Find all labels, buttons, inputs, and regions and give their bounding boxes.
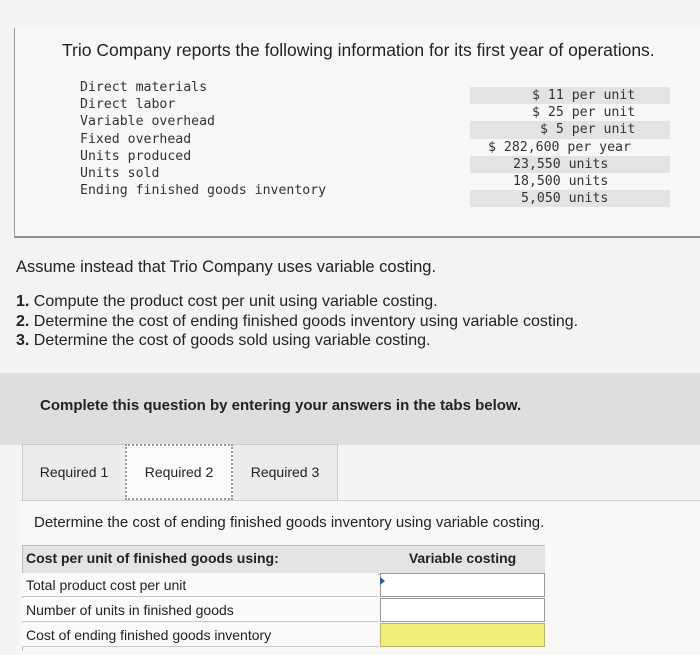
problem-labels bbox=[80, 79, 326, 199]
tab-required-1[interactable]: Required 1 bbox=[39, 464, 109, 480]
step-number: 1. bbox=[16, 293, 30, 310]
value-units-sold: 18,500 units bbox=[513, 173, 609, 189]
step-item bbox=[16, 292, 578, 312]
label-units-sold: Units sold bbox=[80, 166, 160, 182]
step-text: Compute the product cost per unit using variable costing. bbox=[33, 293, 438, 310]
step-text: Determine the cost of ending finished goods inventory using variable costing. bbox=[33, 312, 579, 330]
problem-title: Trio Company reports the following information for its first year of operations. bbox=[62, 40, 655, 60]
value-ending-inventory: 5,050 units bbox=[521, 191, 609, 207]
complete-instruction: Complete this question by entering your answers in the tabs below. bbox=[40, 397, 522, 414]
value-row bbox=[470, 139, 670, 156]
tab-required-3[interactable]: Required 3 bbox=[250, 464, 320, 480]
table-header-variable-costing: Variable costing bbox=[408, 550, 517, 566]
arrow-marker-icon bbox=[380, 577, 385, 585]
value-row bbox=[470, 156, 670, 173]
assumption-text: Assume instead that Trio Company uses variable costing. bbox=[16, 258, 437, 276]
row-label-cost-ending-inventory: Cost of ending finished goods inventory bbox=[22, 623, 378, 647]
tab-required-2[interactable]: Required 2 bbox=[125, 444, 233, 500]
step-number: 2. bbox=[16, 312, 30, 330]
step-item bbox=[16, 312, 578, 332]
label-units-produced: Units produced bbox=[80, 148, 192, 164]
step-item bbox=[16, 331, 578, 351]
label-direct-materials: Direct materials bbox=[80, 80, 208, 95]
row-label-total-product-cost: Total product cost per unit bbox=[22, 573, 378, 597]
label-fixed-overhead: Fixed overhead bbox=[80, 131, 192, 147]
value-variable-overhead: $ 5 per unit bbox=[540, 122, 636, 138]
input-units-finished-goods[interactable] bbox=[380, 598, 545, 622]
label-variable-overhead: Variable overhead bbox=[80, 114, 215, 130]
steps-list bbox=[16, 292, 578, 351]
input-total-product-cost[interactable] bbox=[380, 573, 545, 597]
output-cost-ending-inventory bbox=[380, 623, 545, 647]
step-number: 3. bbox=[16, 332, 30, 349]
value-row bbox=[470, 190, 670, 207]
row-label-units-finished-goods: Number of units in finished goods bbox=[22, 598, 378, 622]
value-direct-materials: $ 11 per unit bbox=[532, 88, 636, 103]
value-row bbox=[470, 104, 670, 121]
value-row bbox=[470, 87, 670, 104]
label-direct-labor: Direct labor bbox=[80, 97, 176, 113]
table-header-label: Cost per unit of finished goods using: bbox=[26, 550, 279, 566]
label-ending-inventory: Ending finished goods inventory bbox=[80, 183, 327, 199]
value-fixed-overhead: $ 282,600 per year bbox=[488, 139, 631, 155]
value-row bbox=[470, 173, 670, 190]
tab-instruction: Determine the cost of ending finished goods inventory using variable costing. bbox=[34, 514, 545, 531]
value-row bbox=[470, 121, 670, 138]
problem-values bbox=[470, 87, 670, 207]
value-direct-labor: $ 25 per unit bbox=[532, 105, 636, 121]
value-units-produced: 23,550 units bbox=[513, 156, 609, 172]
step-text: Determine the cost of goods sold using variable costing. bbox=[33, 332, 431, 349]
